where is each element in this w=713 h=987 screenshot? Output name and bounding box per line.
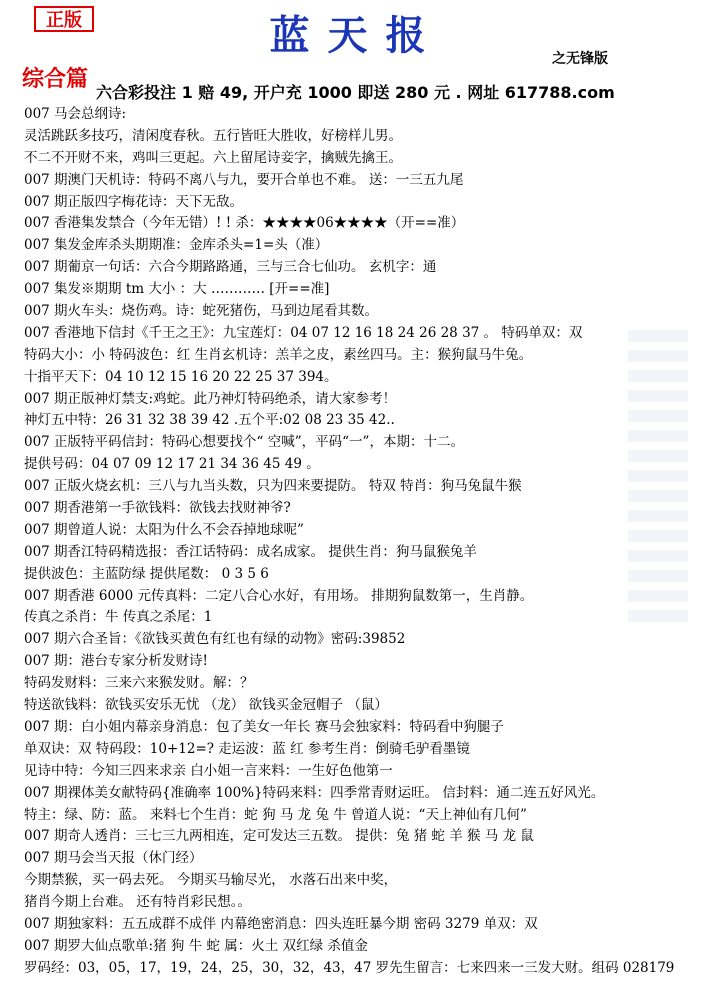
text-line: 007 期裸体美女献特码{准确率 100%}特码来料：四季常青财运旺。 信封料：通二连五好风光。 (24, 784, 605, 801)
text-line: 007 期香港第一手欲钱料：欲钱去找财神爷? (24, 500, 291, 517)
text-line: 传真之杀肖：牛 传真之杀尾：1 (24, 609, 213, 626)
text-line: 007 香港集发禁合（今年无错）! ! 杀：★★★★06★★★★（开==准） (24, 215, 465, 232)
text-line: 提供号码：04 07 09 12 17 21 34 36 45 49 。 (24, 456, 320, 473)
genuine-badge: 正版 (34, 6, 94, 32)
text-line: 神灯五中特：26 31 32 38 39 42 .五个平:02 08 23 35 42.. (24, 412, 395, 429)
text-line: 007 香港地下信封《千王之王》：九宝莲灯：04 07 12 16 18 24 26 28 37 。 特码单双：双 (24, 324, 583, 341)
text-line: 007 期：港台专家分析发财诗! (24, 653, 208, 670)
text-line: 007 期香江特码精选报：香江话特码：成名成家。 提供生肖：狗马鼠猴兔羊 (24, 543, 477, 560)
text-line: 007 期奇人透肖：三七三九两相连，定可发达三五数。 提供：兔 猪 蛇 羊 猴 马 龙 鼠 (24, 828, 534, 845)
content-lines (24, 104, 704, 980)
text-line: 007 期曾道人说：太阳为什么不会吞掉地球呢” (24, 521, 304, 538)
text-line: 007 期葡京一句话：六合今期路路通，三与三合七仙功。 玄机字：通 (24, 259, 437, 276)
text-line: 007 期马会当天报（休门经） (24, 850, 203, 867)
section-title: 综合篇 (22, 66, 89, 92)
text-line: 007 期澳门天机诗：特码不离八与九，要开合单也不难。 送：一三五九尾 (24, 171, 464, 188)
text-line: 猪肖今期上台难。 还有特肖彩民想。。 (24, 894, 252, 911)
text-line: 特码大小：小 特码波色：红 生肖玄机诗：羔羊之皮，素丝四马。主：猴狗鼠马牛兔。 (24, 346, 533, 363)
text-line: 今期禁猴，买一码去死。 今期买马输尽光， 水落石出来中奖， (24, 872, 398, 889)
text-line: 007 期正版四字梅花诗：天下无敌。 (24, 193, 244, 210)
text-line: 提供波色：主蓝防绿 提供尾数： 0 3 5 6 (24, 565, 269, 582)
promo-banner: 六合彩投注 1 赔 49, 开户充 1000 即送 280 元 . 网址 617788.com (96, 83, 615, 102)
text-line: 特主：绿、防：蓝。 来料七个生肖：蛇 狗 马 龙 兔 牛 曾道人说：“天上神仙有几何” (24, 806, 527, 823)
text-line: 灵活跳跃多技巧，清闲度春秋。五行皆旺大胜收，好榜样儿男。 (24, 127, 402, 144)
text-line: 不二不开财不来，鸡叫三更起。六上留尾诗妾字，擒贼先擒王。 (24, 149, 402, 166)
edition-label: 之无锋版 (552, 51, 608, 67)
text-line: 007 期六合圣旨：《欲钱买黄色有红也有绿的动物》密码:39852 (24, 631, 406, 648)
text-line: 007 期独家料：五五成群不成伴 内幕绝密消息：四头连旺暴今期 密码 3279 单双：双 (24, 915, 538, 932)
text-line: 特送欲钱料：欲钱买安乐无忧 （龙） 欲钱买金冠帽子 （鼠） (24, 697, 388, 714)
text-line: 007 马会总纲诗: (24, 106, 127, 122)
text-line: 见诗中特：今知三四来求亲 白小姐一言来料：一生好色他第一 (24, 762, 393, 779)
text-line: 007 期香港 6000 元传真料：二定八合心水好，有用场。 排期狗鼠数第一，生肖静。 (24, 587, 534, 604)
text-line: 十指平天下：04 10 12 15 16 20 22 25 37 394。 (24, 368, 338, 385)
text-line: 特码发财料：三来六来猴发财。解：？ (24, 675, 254, 692)
text-line: 007 期：白小姐内幕亲身消息：包了美女一年长 赛马会独家料：特码看中狗腿子 (24, 718, 504, 735)
text-line: 007 期火车头：烧伤鸡。诗：蛇死猪伤，马到边尾看其数。 (24, 303, 379, 320)
text-line: 007 期罗大仙点歌单:猪 狗 牛 蛇 属：火土 双红绿 杀值金 (24, 937, 368, 954)
text-line: 单双诀：双 特码段：10+12=? 走运波：蓝 红 参考生肖：倒骑毛驴看墨镜 (24, 740, 470, 757)
text-line: 007 正版特平码信封：特码心想要找个“ 空喊”，平码“一”，本期：十二。 (24, 434, 464, 451)
text-line: 007 集发※期期 tm 大小 ：大 ………… [开==准] (24, 281, 330, 298)
text-line: 007 正版火烧玄机：三八与九当头数，只为四来要提防。 特双 特肖：狗马兔鼠牛猴 (24, 478, 522, 495)
text-line: 007 集发金库杀头期期准：金库杀头=1=头（准） (24, 237, 329, 254)
newspaper-title: 蓝天报 (269, 12, 444, 59)
text-line: 007 期正版神灯禁支:鸡蛇。此乃神灯特码绝杀，请大家参考！ (24, 390, 397, 407)
text-line: 罗码经：03，05，17，19，24，25，30，32，43，47 罗先生留言：七来四来一三发大财。组码 028179 (24, 959, 675, 976)
